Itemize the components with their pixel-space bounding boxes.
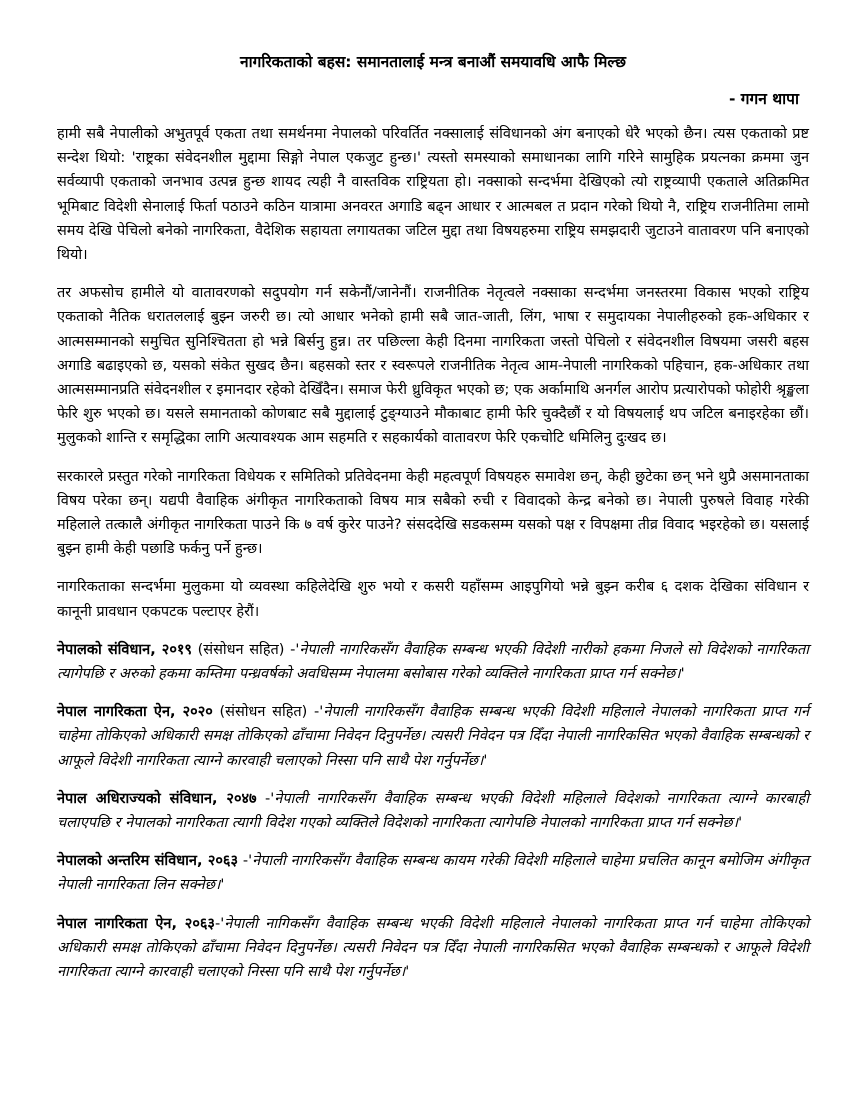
law-quote: 'नेपाली नागरिकसँग वैवाहिक सम्बन्ध भएकी विदेशी महिलाले नेपालको नागरिकता प्राप्त गर्न चाहेमा तोकिएको अधिकारी समक्ष तोकिएको ढाँचामा निवेदन दिनुपर्नेछ। त्यसरी निवेदन पत्र दिँदा नेपाली नागरिकसित भएको वैवाहिक सम्बन्धको र आफूले विदेशी नागरिकता त्याग्ने कारवाही चलाएको निस्सा पनि साथै पेश गर्नुपर्नेछ।' [57, 704, 809, 769]
law-quote: 'नेपाली नागरिकसँग वैवाहिक सम्बन्ध भएकी विदेशी महिलाले विदेशको नागरिकता त्याग्ने कारबाही चलाएपछि र नेपालको नागरिकता त्यागी विदेश गएको व्यक्तिले विदेशको नागरिकता त्यागेपछि नेपालको नागरिकता प्राप्त गर्न सक्नेछ।' [57, 790, 809, 832]
law-note: (संसोधन सहित) - [212, 704, 320, 721]
law-note: (संसोधन सहित) - [191, 641, 296, 658]
law-quote: 'नेपाली नागिकसँग वैवाहिक सम्बन्ध भएकी विदेशी महिलाले नेपालको नागरिकता प्राप्त गर्न चाहेमा तोकिएको अधिकारी समक्ष तोकिएको ढाँचामा निवेदन दिनुपर्नेछ। त्यसरी निवेदन पत्र दिँदा नेपाली नागरिकसित भएको वैवाहिक सम्बन्धको र आफूले विदेशी नागरिकता त्याग्ने कारवाही चलाएको निस्सा पनि साथै पेश गर्नुपर्नेछ।' [57, 915, 809, 981]
law-heading: नेपाल अधिराज्यको संविधान, २०४७ [57, 790, 257, 807]
law-note: - [238, 853, 249, 870]
body-paragraph: तर अफसोच हामीले यो वातावरणको सदुपयोग गर्न सकेनौं/जानेनौं। राजनीतिक नेतृत्वले नक्साका सन्दर्भमा जनस्तरमा विकास भएको राष्ट्रिय एकताको नैतिक धरातललाई बुझ्न जरुरी छ। त्यो आधार भनेको हामी सबै जात-जाती, लिंग, भाषा र समुदायका नेपालीहरुको हक-अधिकार र आत्मसम्मानको समुचित सुनिश्चितता हो भन्ने बिर्सनु हुन्न। तर पछिल्ला केही दिनमा नागरिकता जस्तो पेचिलो र संवेदनशील विषयमा जसरी बहस अगाडि बढाइएको छ, यसको संकेत सुखद छैन। बहसको स्तर र स्वरूपले राजनीतिक नेतृत्व आम-नेपाली नागरिकको पहिचान, हक-अधिकार तथा आत्मसम्मानप्रति संवेदनशील र इमानदार रहेको देखिँदैन। समाज फेरी ध्रुविकृत भएको छ; एक अर्कामाथि अनर्गल आरोप प्रत्यारोपको फोहोरी श्रृङ्खला फेरि शुरु भएको छ। यसले समानताको कोणबाट सबै मुद्दालाई टुङ्ग्याउने मौकाबाट हामी फेरि चुक्दैछौं र यो विषयलाई थप जटिल बनाइरहेका छौं। मुलुकको शान्ति र समृद्धिका लागि अत्यावश्यक आम सहमति र सहकार्यको वातावरण फेरि एकचोटि धमिलिनु दुःखद छ। [57, 285, 809, 447]
body-paragraph: हामी सबै नेपालीको अभुतपूर्व एकता तथा समर्थनमा नेपालको परिवर्तित नक्सालाई संविधानको अंग बनाएको धेरै भएको छैन। त्यस एकताको प्रष्ट सन्देश थियो: 'राष्ट्रका संवेदनशील मुद्दामा सिङ्गो नेपाल एकजुट हुन्छ।' त्यस्तो समस्याको समाधानका लागि गरिने सामुहिक प्रयत्नका क्रममा जुन सर्वव्यापी एकताको जनभाव उत्पन्न हुन्छ शायद त्यही नै वास्तविक राष्ट्रियता हो। नक्साको सन्दर्भमा देखिएको त्यो राष्ट्रव्यापी एकताले अतिक्रमित भूमिबाट विदेशी सेनालाई फिर्ता पठाउने कठिन यात्रामा अनवरत अगाडि बढ्न आधार र आत्मबल त प्रदान गरेको थियो नै, राष्ट्रिय राजनीतिमा लामो समय देखि पेचिलो बनेको नागरिकता, वैदेशिक सहायता लगायतका जटिल मुद्दा तथा विषयहरुमा राष्ट्रिय समझदारी जुटाउने वातावरण पनि बनाएको थियो। [57, 126, 809, 264]
law-citation [57, 912, 809, 985]
body-paragraph: नागरिकताका सन्दर्भमा मुलुकमा यो व्यवस्था कहिलेदेखि शुरु भयो र कसरी यहाँसम्म आइपुगियो भन्ने बुझ्न करीब ६ दशक देखिका संविधान र कानूनी प्रावधान एकपटक पल्टाएर हेरौं। [57, 579, 809, 620]
law-quote: 'नेपाली नागरिकसँग वैवाहिक सम्बन्ध कायम गरेकी विदेशी महिलाले चाहेमा प्रचलित कानून बमोजिम अंगीकृत नेपाली नागरिकता लिन सक्नेछ।' [57, 853, 809, 894]
law-quote: 'नेपाली नागरिकसँग वैवाहिक सम्बन्ध भएकी विदेशी नारीको हकमा निजले सो विदेशको नागरिकता त्यागेपछि र अरुको हकमा कम्तिमा पन्ध्रवर्षको अवधिसम्म नेपालमा बसोबास गरेको व्यक्तिले नागरिकता प्राप्त गर्न सक्नेछ।' [57, 641, 809, 683]
law-heading: नेपाल नागरिकता ऐन, २०६३ [57, 915, 215, 932]
law-note: - [256, 790, 271, 807]
law-heading: नेपालको संविधान, २०१९ [57, 641, 192, 658]
law-heading: नेपाल नागरिकता ऐन, २०२० [57, 704, 213, 721]
article-title: नागरिकताको बहस: समानतालाई मन्त्र बनाऔं समयावधि आफै मिल्छ [239, 53, 627, 71]
law-citation [57, 787, 809, 835]
body-paragraph: सरकारले प्रस्तुत गरेको नागरिकता विधेयक र समितिको प्रतिवेदनमा केही महत्वपूर्ण विषयहरु समावेश छन्, केही छुटेका छन् भने थुप्रै असमानताका विषय परेका छन्। यद्यपी वैवाहिक अंगीकृत नागरिकताको विषय मात्र सबैको रुची र विवादको केन्द्र बनेको छ। नेपाली पुरुषले विवाह गरेकी महिलाले तत्कालै अंगीकृत नागरिकता पाउने कि ७ वर्ष कुरेर पाउने? संसददेखि सडकसम्म यसको पक्ष र विपक्षमा तीव्र विवाद भइरहेको छ। यसलाई बुझ्न हामी केही पछाडि फर्कनु पर्ने हुन्छ। [57, 468, 809, 558]
law-heading: नेपालको अन्तरिम संविधान, २०६३ [57, 853, 238, 870]
law-note: - [214, 915, 221, 932]
law-citation [57, 700, 809, 773]
law-citation [57, 849, 809, 897]
law-citation [57, 638, 809, 686]
author-byline: - गगन थापा [728, 90, 799, 108]
article-body [57, 122, 809, 998]
